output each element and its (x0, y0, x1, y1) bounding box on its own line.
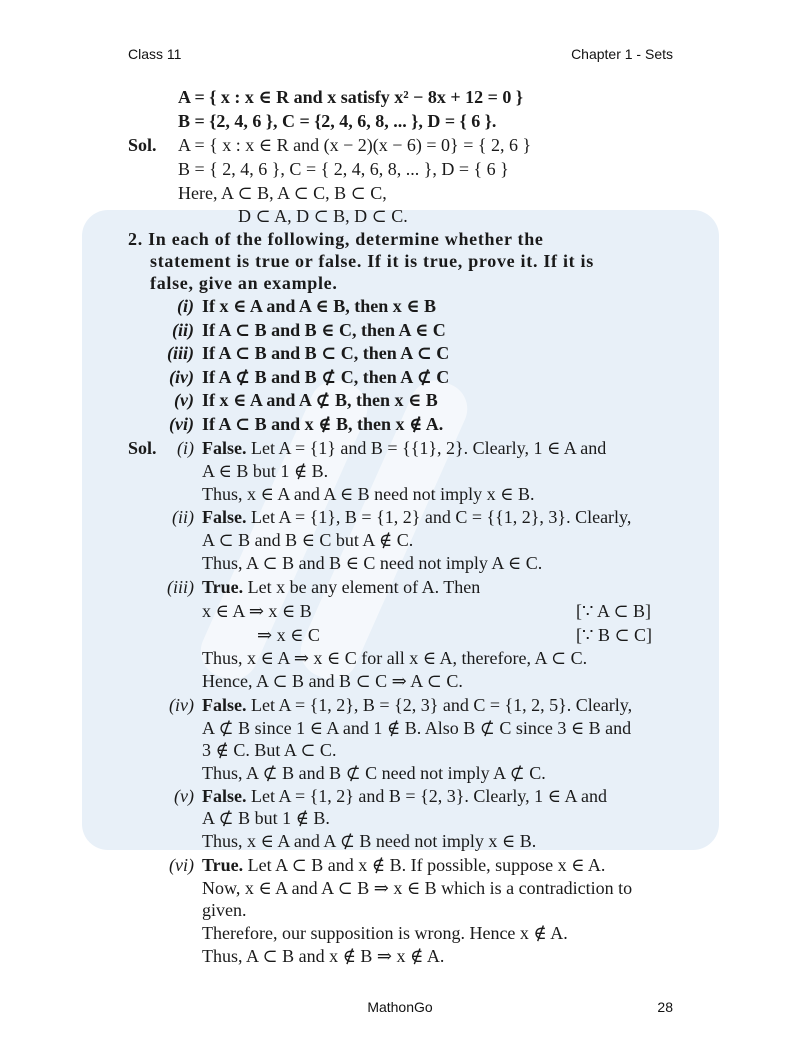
part-statement: If A ⊂ B and B ⊂ C, then A ⊂ C (202, 343, 450, 363)
part-statement: If A ⊂ B and x ∉ B, then x ∉ A. (202, 414, 444, 434)
sol-line: Thus, x ∈ A and A ⊄ B need not imply x ∈ B. (202, 831, 537, 851)
verdict: True. (202, 577, 244, 597)
prev-sol-line: B = { 2, 4, 6 }, C = { 2, 4, 6, 8, ... }, D = { 6 } (178, 159, 509, 179)
part-statement: If x ∈ A and A ∈ B, then x ∈ B (202, 296, 437, 316)
sol-line: Therefore, our supposition is wrong. Hence x ∉ A. (202, 923, 568, 943)
sol-part-number: (v) (174, 786, 194, 806)
prev-sol-line: Here, A ⊂ B, A ⊂ C, B ⊂ C, (178, 183, 387, 203)
verdict: False. (202, 438, 247, 458)
reason-note: [∵ A ⊂ B] (576, 601, 652, 621)
question-heading: statement is true or false. If it is true, prove it. If it is (150, 251, 594, 271)
sol-line: Thus, A ⊂ B and B ∈ C need not imply A ∈ C. (202, 553, 543, 573)
sol-part-number: (vi) (169, 855, 194, 875)
sol-line: Thus, A ⊂ B and x ∉ B ⇒ x ∉ A. (202, 946, 445, 966)
verdict: True. (202, 855, 244, 875)
sol-line: x ∈ A ⇒ x ∈ B (202, 601, 312, 621)
part-number: (iii) (167, 343, 194, 363)
part-number: (v) (174, 390, 194, 410)
sol-line: 3 ∉ C. But A ⊂ C. (202, 740, 337, 760)
prev-sol-label: Sol. (128, 135, 157, 155)
sol-part-number: (ii) (172, 507, 194, 527)
sol-line: False. Let A = {1}, B = {1, 2} and C = {{1, 2}, 3}. Clearly, (202, 507, 632, 527)
sol-part-number: (i) (177, 438, 194, 458)
sol-line: A ⊂ B and B ∈ C but A ∉ C. (202, 530, 414, 550)
sol-line: A ∈ B but 1 ∉ B. (202, 461, 329, 481)
reason-note: [∵ B ⊂ C] (576, 625, 653, 645)
sol-line: Thus, x ∈ A and A ∈ B need not imply x ∈ B. (202, 484, 535, 504)
question-heading: false, give an example. (150, 273, 338, 293)
verdict: False. (202, 786, 247, 806)
sol-part-number: (iii) (167, 577, 194, 597)
question-heading: 2. In each of the following, determine whether the (128, 229, 544, 249)
prev-set-a: A = { x : x ∈ R and x satisfy x² − 8x + 12 = 0 } (178, 87, 523, 107)
prev-sol-line: A = { x : x ∈ R and (x − 2)(x − 6) = 0} = { 2, 6 } (178, 135, 532, 155)
part-number: (i) (177, 296, 194, 316)
sol-line: given. (202, 900, 247, 920)
sol-line: Now, x ∈ A and A ⊂ B ⇒ x ∈ B which is a contradiction to (202, 878, 633, 898)
footer-brand: MathonGo (367, 999, 433, 1015)
sol-line: A ⊄ B but 1 ∉ B. (202, 808, 330, 828)
header-class: Class 11 (128, 46, 182, 62)
header-chapter: Chapter 1 - Sets (571, 46, 673, 62)
verdict: False. (202, 695, 247, 715)
sol-line: True. Let A ⊂ B and x ∉ B. If possible, suppose x ∈ A. (202, 855, 606, 875)
page-number: 28 (657, 999, 673, 1015)
sol-line: False. Let A = {1, 2}, B = {2, 3} and C = {1, 2, 5}. Clearly, (202, 695, 633, 715)
part-statement: If A ⊂ B and B ∈ C, then A ∈ C (202, 320, 446, 340)
sol-line: Hence, A ⊂ B and B ⊂ C ⇒ A ⊂ C. (202, 671, 463, 691)
sol-line: ⇒ x ∈ C (257, 625, 320, 645)
sol-line: True. Let x be any element of A. Then (202, 577, 481, 597)
prev-sol-line: D ⊂ A, D ⊂ B, D ⊂ C. (238, 206, 408, 226)
part-statement: If A ⊄ B and B ⊄ C, then A ⊄ C (202, 367, 450, 387)
sol-label: Sol. (128, 438, 157, 458)
part-statement: If x ∈ A and A ⊄ B, then x ∈ B (202, 390, 438, 410)
part-number: (vi) (169, 414, 194, 434)
part-number: (ii) (172, 320, 194, 340)
part-number: (iv) (169, 367, 194, 387)
sol-line: Thus, x ∈ A ⇒ x ∈ C for all x ∈ A, therefore, A ⊂ C. (202, 648, 588, 668)
sol-line: Thus, A ⊄ B and B ⊄ C need not imply A ⊄ C. (202, 763, 546, 783)
sol-line: A ⊄ B since 1 ∈ A and 1 ∉ B. Also B ⊄ C since 3 ∈ B and (202, 718, 632, 738)
sol-line: False. Let A = {1} and B = {{1}, 2}. Clearly, 1 ∈ A and (202, 438, 607, 458)
sol-line: False. Let A = {1, 2} and B = {2, 3}. Clearly, 1 ∈ A and (202, 786, 607, 806)
verdict: False. (202, 507, 247, 527)
sol-part-number: (iv) (169, 695, 194, 715)
prev-sets-bcd: B = {2, 4, 6 }, C = {2, 4, 6, 8, ... }, D = { 6 }. (178, 111, 497, 131)
